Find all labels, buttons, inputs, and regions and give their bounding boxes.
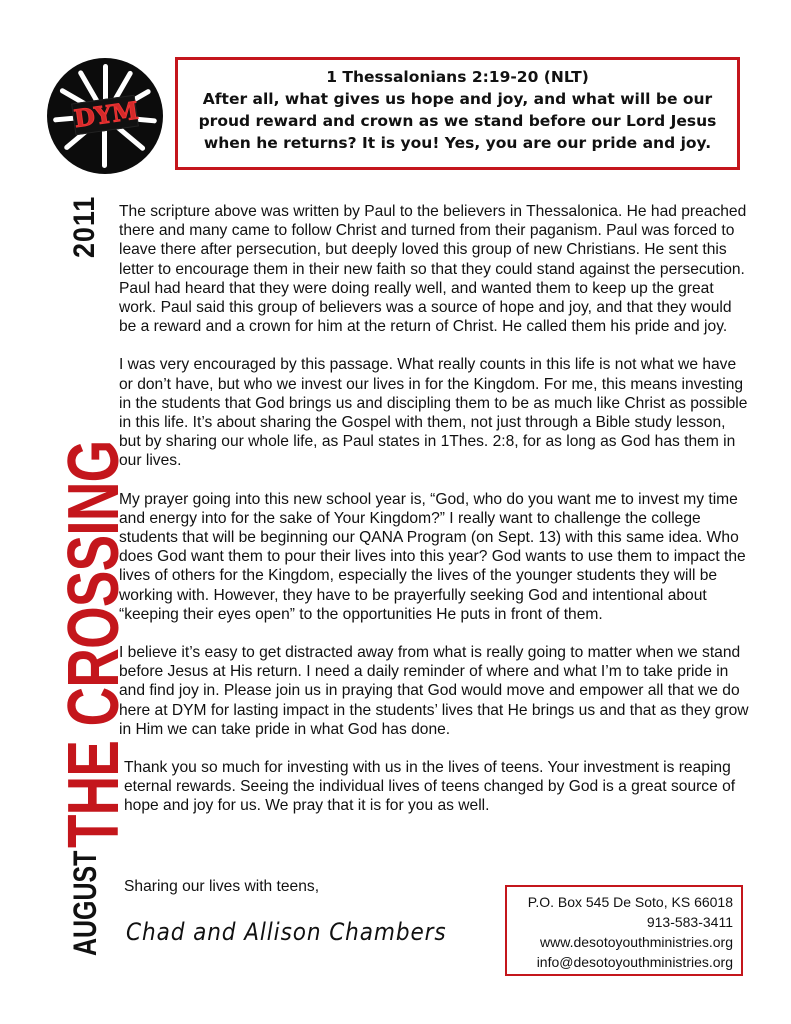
masthead-month: AUGUST [67, 850, 103, 956]
logo-text: DYM [71, 95, 139, 136]
paragraph: I was very encouraged by this passage. What really counts in this life is not what we have or don’t have, but who we invest our lives in for the Kingdom. For me, this means investing in the students that God brings us and discipling them to be as much like Christ as possible in this life. It’s about sharing the Gospel with them, not just through a Bible study lesson, but by sharing our whole life, as Paul states in 1Thes. 2:8, for as long as God has them in our lives. [119, 356, 748, 470]
paragraph: The scripture above was written by Paul to the believers in Thessalonica. He had preached there and many came to follow Christ and turned from their paganism. Paul was forced to leave there after persecution, but deeply loved this group of new Christians. He sent this letter to encourage them in their new faith so that they could stand against the persecution. Paul had heard that they were doing really well, and wanted them to keep up the great work. Paul said this group of believers was a source of hope and joy, and that they would be a reward and a crown for him at the return of Christ. He called them his pride and joy. [119, 203, 747, 336]
verse-reference: 1 Thessalonians 2:19-20 (NLT) [326, 68, 589, 86]
letter-body [119, 202, 749, 835]
paragraph: Thank you so much for investing with us in the lives of teens. Your investment is reaping eternal rewards. Seeing the individual lives of teens changed by God is a great source of hope and joy for us. We pray that it is for you as well. [124, 759, 736, 815]
contact-email[interactable]: info@desotoyouthministries.org [536, 954, 733, 970]
contact-address: P.O. Box 545 De Soto, KS 66018 [527, 894, 733, 910]
contact-website[interactable]: www.desotoyouthministries.org [540, 934, 733, 950]
closing: Sharing our lives with teens, [124, 878, 320, 895]
signature: Chad and Allison Chambers [126, 918, 447, 946]
contact-phone: 913-583-3411 [646, 914, 733, 930]
contact-box [505, 885, 743, 976]
dym-logo [47, 58, 163, 174]
masthead-title: THE CROSSING [54, 440, 134, 848]
paragraph: My prayer going into this new school year is, “God, who do you want me to invest my time and energy into for the sake of Your Kingdom?” I really want to challenge the college students that will be beginning our QANA Program (on Sept. 13) with this same idea. Who does God want them to pour their lives into this year? God wants to use them to impact the lives of others for the Kingdom, especially the lives of the younger students they will be working with. However, they have to be prayerfully seeking God and intentional about “keeping their eyes open” to the opportunities He puts in front of them. [119, 490, 746, 623]
scripture-box [175, 57, 740, 170]
masthead-year: 2011 [68, 195, 101, 258]
paragraph: I believe it’s easy to get distracted away from what is really going to matter when we stand before Jesus at His return. I need a daily reminder of where and what I’m to take pride in and find joy in. Please join us in praying that God would move and empower all that we do here at DYM for lasting impact in the students’ lives that He brings us and that as they grow in Him we can take pride in what God has done. [119, 644, 749, 738]
verse-text: After all, what gives us hope and joy, and what will be our proud reward and crown as we stand before our Lord Jesus when he returns? It is you! Yes, you are our pride and joy. [198, 90, 717, 152]
